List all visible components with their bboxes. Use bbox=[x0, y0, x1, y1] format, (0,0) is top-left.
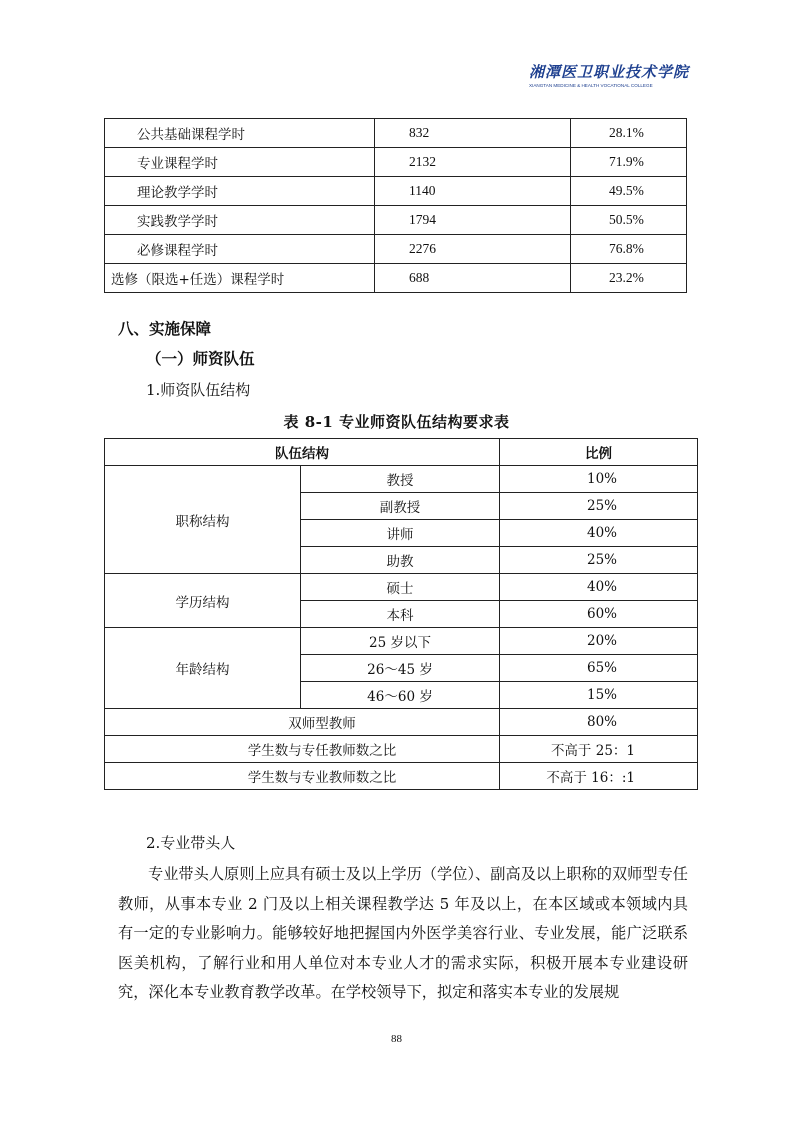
row-label: 理论教学学时 bbox=[105, 177, 375, 206]
item-name: 25 岁以下 bbox=[301, 628, 500, 655]
item-value: 25% bbox=[500, 547, 698, 574]
row-percent: 50.5% bbox=[571, 206, 687, 235]
subsubsection-heading: 1.师资队伍结构 bbox=[146, 381, 251, 399]
item-value: 60% bbox=[500, 601, 698, 628]
item-name: 26～45 岁 bbox=[301, 655, 500, 682]
row-value: 不高于 16：:1 bbox=[500, 763, 698, 790]
table-row bbox=[105, 574, 698, 601]
item-value: 25% bbox=[500, 493, 698, 520]
logo-chinese-name: 湘潭医卫职业技术学院 bbox=[529, 62, 690, 81]
row-percent: 23.2% bbox=[571, 264, 687, 293]
item-value: 65% bbox=[500, 655, 698, 682]
row-hours: 688 bbox=[375, 264, 571, 293]
table-caption: 表 8-1 专业师资队伍结构要求表 bbox=[283, 413, 510, 431]
table-header-row bbox=[105, 439, 698, 466]
item-name: 46～60 岁 bbox=[301, 682, 500, 709]
row-hours: 2276 bbox=[375, 235, 571, 264]
subsection-heading: （一）师资队伍 bbox=[146, 349, 255, 368]
item-value: 40% bbox=[500, 520, 698, 547]
row-hours: 1794 bbox=[375, 206, 571, 235]
table-row bbox=[105, 148, 687, 177]
table-row bbox=[105, 466, 698, 493]
item-name: 教授 bbox=[301, 466, 500, 493]
table-row bbox=[105, 709, 698, 736]
row-label: 公共基础课程学时 bbox=[105, 119, 375, 148]
table-row bbox=[105, 264, 687, 293]
table-row bbox=[105, 235, 687, 264]
table-row bbox=[105, 177, 687, 206]
faculty-structure-table bbox=[104, 438, 698, 790]
row-hours: 832 bbox=[375, 119, 571, 148]
item-value: 15% bbox=[500, 682, 698, 709]
column-header: 比例 bbox=[500, 439, 698, 466]
row-label: 实践教学学时 bbox=[105, 206, 375, 235]
table-row bbox=[105, 736, 698, 763]
table-row bbox=[105, 628, 698, 655]
row-value: 80% bbox=[500, 709, 698, 736]
row-label: 选修（限选+任选）课程学时 bbox=[105, 264, 375, 293]
row-label: 必修课程学时 bbox=[105, 235, 375, 264]
group-label: 职称结构 bbox=[105, 466, 301, 574]
page-number: 88 bbox=[391, 1033, 402, 1045]
row-hours: 2132 bbox=[375, 148, 571, 177]
item-name: 讲师 bbox=[301, 520, 500, 547]
item-name: 副教授 bbox=[301, 493, 500, 520]
row-label: 学生数与专任教师数之比 bbox=[105, 736, 500, 763]
row-value: 不高于 25：1 bbox=[500, 736, 698, 763]
item-value: 40% bbox=[500, 574, 698, 601]
row-label: 双师型教师 bbox=[105, 709, 500, 736]
row-hours: 1140 bbox=[375, 177, 571, 206]
college-logo bbox=[523, 54, 690, 94]
item-name: 助教 bbox=[301, 547, 500, 574]
logo-english-name: XIANGTAN MEDICINE & HEALTH VOCATIONAL COLLEGE bbox=[529, 82, 653, 88]
row-percent: 71.9% bbox=[571, 148, 687, 177]
item-value: 20% bbox=[500, 628, 698, 655]
leader-paragraph: 专业带头人原则上应具有硕士及以上学历（学位）、副高及以上职称的双师型专任教师，从事本专业 2 门及以上相关课程教学达 5 年及以上，在本区域或本领域内具有一定的专业影响力。能够较好地把握国内外医学美容行业、专业发展，能广泛联系医美机构，了解行业和用人单位对本专业人才的需求实际，积极开展本专业建设研究，深化本专业教育教学改革。在学校领导下，拟定和落实本专业的发展规 bbox=[118, 865, 688, 1002]
row-label: 专业课程学时 bbox=[105, 148, 375, 177]
item-value: 10% bbox=[500, 466, 698, 493]
item-name: 本科 bbox=[301, 601, 500, 628]
row-label: 学生数与专业教师数之比 bbox=[105, 763, 500, 790]
group-label: 年龄结构 bbox=[105, 628, 301, 709]
leader-heading: 2.专业带头人 bbox=[146, 834, 236, 852]
table-row bbox=[105, 206, 687, 235]
course-hours-table bbox=[104, 118, 687, 293]
table-row bbox=[105, 119, 687, 148]
column-header: 队伍结构 bbox=[105, 439, 500, 466]
item-name: 硕士 bbox=[301, 574, 500, 601]
row-percent: 28.1% bbox=[571, 119, 687, 148]
leader-paragraph-block bbox=[118, 860, 688, 1008]
section-heading: 八、实施保障 bbox=[118, 319, 212, 338]
row-percent: 76.8% bbox=[571, 235, 687, 264]
group-label: 学历结构 bbox=[105, 574, 301, 628]
table-row bbox=[105, 763, 698, 790]
row-percent: 49.5% bbox=[571, 177, 687, 206]
